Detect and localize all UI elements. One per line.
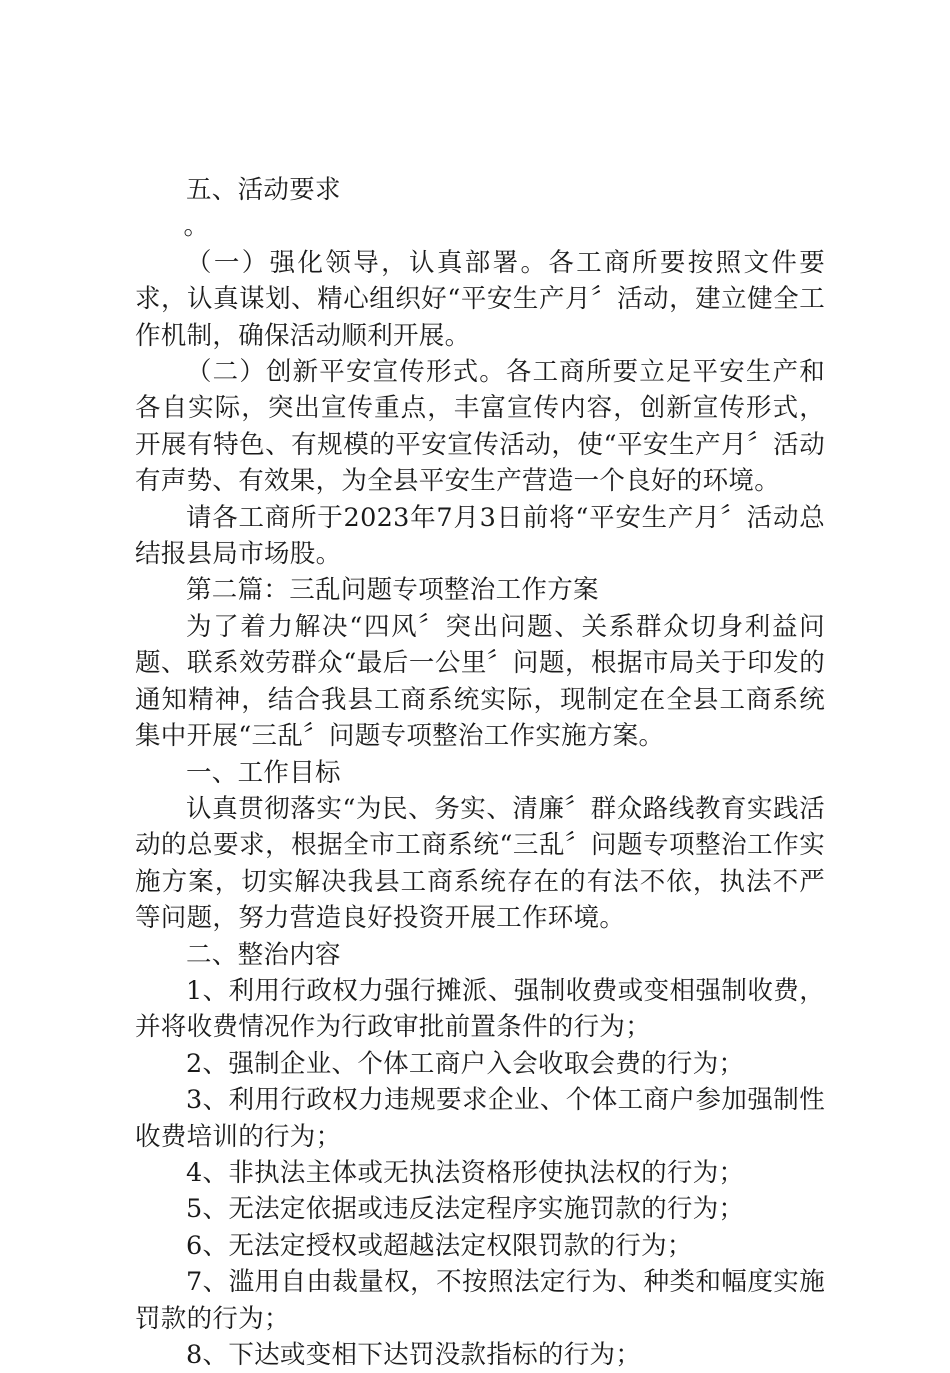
stray-period: 。 [183,211,210,242]
paragraph-leadership: （一）强化领导，认真部署。各工商所要按照文件要求，认真谋划、精心组织好“平安生产月〞活动，建立健全工作机制，确保活动顺利开展。 [135,247,825,351]
section-heading-work-goals: 一、工作目标 [186,757,341,788]
section-heading-activity-requirements: 五、活动要求 [186,175,341,205]
list-item: 5、无法定依据或违反法定程序实施罚款的行为； [186,1194,745,1225]
paragraph-publicity: （二）创新平安宣传形式。各工商所要立足平安生产和各自实际，突出宣传重点，丰富宣传内容，创新宣传形式，开展有特色、有规模的平安宣传活动，使“平安生产月〞活动有声势、有效果，为全县平安生产营造一个良好的环境。 [135,357,825,497]
paragraph-summary-deadline: 请各工商所于2023年7月3日前将“平安生产月〞活动总结报县局市场股。 [135,502,825,570]
document-body [135,172,825,1373]
paragraph-work-goals: 认真贯彻落实“为民、务实、清廉〞群众路线教育实践活动的总要求，根据全市工商系统“三乱〞问题专项整治工作实施方案，切实解决我县工商系统存在的有法不依，执法不严等问题，努力营造良好投资开展工作环境。 [135,793,825,934]
list-item: 3、利用行政权力违规要求企业、个体工商户参加强制性收费培训的行为； [135,1085,825,1152]
section-heading-rectification-content: 二、整治内容 [186,939,341,970]
chapter-title: 第二篇：三乱问题专项整治工作方案 [186,575,599,606]
list-item: 1、利用行政权力强行摊派、强制收费或变相强制收费，并将收费情况作为行政审批前置条件的行为； [135,975,825,1043]
list-item: 4、非执法主体或无执法资格形使执法权的行为； [186,1157,745,1188]
list-item: 8、下达或变相下达罚没款指标的行为； [186,1340,642,1370]
list-item: 7、滥用自由裁量权，不按照法定行为、种类和幅度实施罚款的行为； [135,1267,825,1334]
list-item: 6、无法定授权或超越法定权限罚款的行为； [186,1230,693,1261]
list-item: 2、强制企业、个体工商户入会收取会费的行为； [186,1048,745,1079]
paragraph-purpose: 为了着力解决“四风〞突出问题、关系群众切身利益问题、联系效劳群众“最后一公里〞问题，根据市局关于印发的通知精神，结合我县工商系统实际，现制定在全县工商系统集中开展“三乱〞问题专项整治工作实施方案。 [135,611,825,752]
